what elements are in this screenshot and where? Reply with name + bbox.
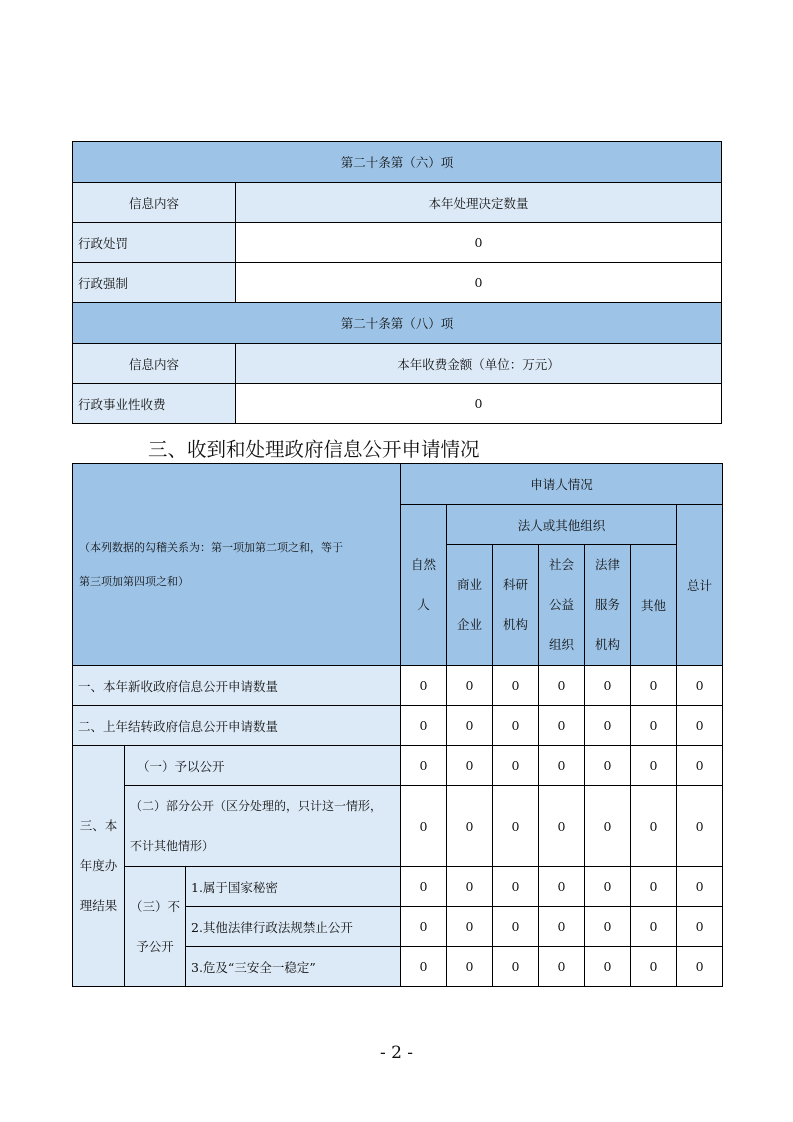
col-public-welfare — [539, 545, 585, 666]
cell: 0 — [585, 867, 631, 907]
cell: 0 — [539, 706, 585, 746]
group-label-line: 三、本 — [79, 818, 118, 833]
table-row — [73, 746, 723, 786]
cell: 0 — [677, 666, 723, 706]
fee-and-decision-table — [72, 141, 722, 424]
col-header-info-content: 信息内容 — [73, 183, 236, 223]
cell: 0 — [447, 786, 493, 867]
cell: 0 — [539, 907, 585, 947]
cell: 0 — [677, 907, 723, 947]
cell: 0 — [401, 666, 447, 706]
col-other: 其他 — [631, 545, 677, 666]
row-label: 1.属于国家秘密 — [186, 867, 401, 907]
cell: 0 — [631, 706, 677, 746]
cell: 0 — [631, 867, 677, 907]
legal-org-header: 法人或其他组织 — [447, 505, 677, 545]
cell: 0 — [401, 786, 447, 867]
table-row — [73, 867, 723, 907]
cell: 0 — [631, 746, 677, 786]
row-value: 0 — [236, 263, 722, 303]
applications-table — [72, 463, 723, 987]
row-label: 一、本年新收政府信息公开申请数量 — [73, 666, 401, 706]
cell: 0 — [447, 746, 493, 786]
col-label: 公益 — [549, 597, 575, 612]
cell: 0 — [493, 706, 539, 746]
row-value: 0 — [236, 223, 722, 263]
col-label: 企业 — [457, 617, 483, 632]
col-header-info-content: 信息内容 — [73, 344, 236, 384]
row-label: 行政强制 — [73, 263, 236, 303]
table-row — [73, 706, 723, 746]
page-number: - 2 - — [379, 1043, 414, 1063]
cell: 0 — [677, 867, 723, 907]
col-label: 商业 — [457, 577, 483, 592]
cell: 0 — [677, 706, 723, 746]
col-business — [447, 545, 493, 666]
col-natural-person-l1: 自然 — [411, 557, 437, 572]
col-header-fee-amount: 本年收费金额（单位：万元） — [236, 344, 722, 384]
col-label: 科研 — [503, 577, 529, 592]
cell: 0 — [585, 907, 631, 947]
col-label: 服务 — [595, 597, 621, 612]
cell: 0 — [401, 907, 447, 947]
cell: 0 — [493, 746, 539, 786]
row-label: 行政处罚 — [73, 223, 236, 263]
row-label: 2.其他法律行政法规禁止公开 — [186, 907, 401, 947]
cell: 0 — [493, 786, 539, 867]
cell: 0 — [401, 706, 447, 746]
subgroup-not-disclosed — [125, 867, 186, 987]
col-natural-person-l2: 人 — [417, 597, 430, 612]
group-3-label — [73, 746, 125, 987]
cell: 0 — [631, 907, 677, 947]
col-research — [493, 545, 539, 666]
note-line-1: （本列数据的勾稽关系为：第一项加第二项之和，等于 — [79, 540, 343, 554]
col-label: 法律 — [595, 557, 621, 572]
col-label: 组织 — [549, 637, 575, 652]
col-total: 总计 — [677, 505, 723, 666]
cell: 0 — [447, 666, 493, 706]
cell: 0 — [401, 867, 447, 907]
section-header-article20-6: 第二十条第（六）项 — [73, 142, 722, 183]
cell: 0 — [493, 907, 539, 947]
cell: 0 — [677, 947, 723, 987]
cell: 0 — [539, 786, 585, 867]
section-header-article20-8: 第二十条第（八）项 — [73, 303, 722, 344]
subgroup-label-line: 予公开 — [136, 938, 174, 954]
cell: 0 — [677, 746, 723, 786]
subgroup-label-line: （三）不 — [129, 898, 180, 914]
cell: 0 — [585, 786, 631, 867]
table-row — [73, 786, 723, 867]
cell: 0 — [631, 666, 677, 706]
cell: 0 — [539, 867, 585, 907]
cell: 0 — [447, 947, 493, 987]
applicant-header: 申请人情况 — [401, 464, 723, 505]
row-label: 行政事业性收费 — [73, 384, 236, 424]
col-legal-service — [585, 545, 631, 666]
col-label: 机构 — [503, 617, 529, 632]
cell: 0 — [585, 666, 631, 706]
section-title: 三、收到和处理政府信息公开申请情况 — [148, 438, 480, 461]
col-label: 社会 — [549, 557, 575, 572]
cell: 0 — [539, 666, 585, 706]
cell: 0 — [585, 706, 631, 746]
row-label-line: 不计其他情形） — [130, 839, 215, 853]
row-label: （一）予以公开 — [125, 746, 401, 786]
cell: 0 — [677, 786, 723, 867]
row-value: 0 — [236, 384, 722, 424]
cell: 0 — [493, 947, 539, 987]
cell: 0 — [585, 947, 631, 987]
note-line-2: 第三项加第四项之和） — [79, 574, 189, 588]
cell: 0 — [539, 947, 585, 987]
row-label: 3.危及“三安全一稳定” — [186, 947, 401, 987]
cell: 0 — [585, 746, 631, 786]
reconciliation-note — [73, 464, 401, 666]
cell: 0 — [447, 867, 493, 907]
row-label-line: （二）部分公开（区分处理的，只计这一情形， — [130, 799, 383, 813]
cell: 0 — [631, 947, 677, 987]
group-label-line: 年度办 — [79, 858, 118, 873]
cell: 0 — [447, 706, 493, 746]
cell: 0 — [447, 907, 493, 947]
row-label — [125, 786, 401, 867]
group-label-line: 理结果 — [79, 898, 118, 913]
col-header-decision-count: 本年处理决定数量 — [236, 183, 722, 223]
table-row — [73, 666, 723, 706]
cell: 0 — [493, 867, 539, 907]
col-label: 机构 — [595, 637, 621, 652]
cell: 0 — [401, 947, 447, 987]
cell: 0 — [539, 746, 585, 786]
cell: 0 — [493, 666, 539, 706]
cell: 0 — [631, 786, 677, 867]
cell: 0 — [401, 746, 447, 786]
row-label: 二、上年结转政府信息公开申请数量 — [73, 706, 401, 746]
col-natural-person — [401, 505, 447, 666]
